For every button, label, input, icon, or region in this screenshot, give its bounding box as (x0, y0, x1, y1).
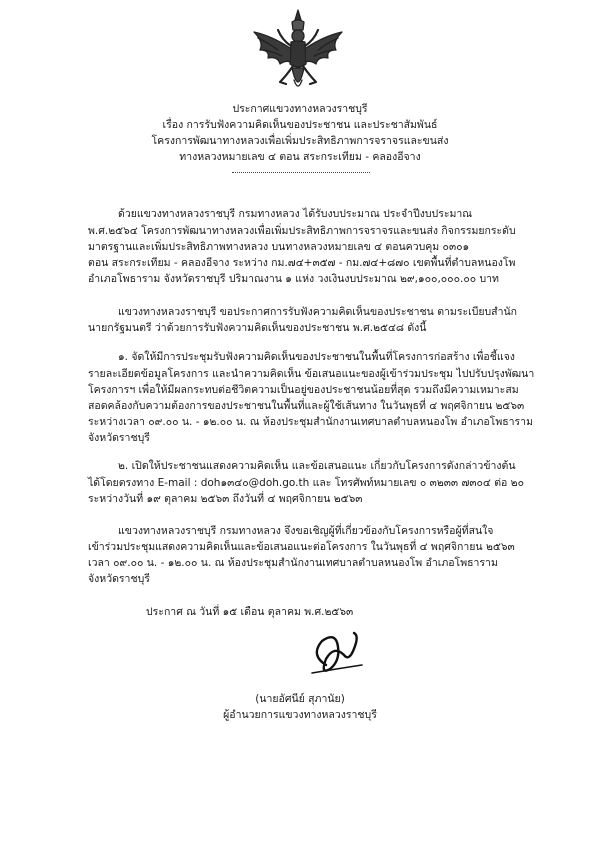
paragraph-line: เวลา ๐๙.๐๐ น. - ๑๒.๐๐ น. ณ ห้องประชุมสำนักงานเทศบาลตำบลหนองโพ อำเภอโพธาราม (88, 557, 498, 569)
paragraph-line: จังหวัดราชบุรี (88, 573, 150, 585)
route-line: ทางหลวงหมายเลข ๔ ตอน สระกระเทียม - คลองอีจาง (179, 151, 421, 163)
list-item-line: ระหว่างวันที่ ๑๙ ตุลาคม ๒๕๖๓ ถึงวันที่ ๔ พฤศจิกายน ๒๕๖๓ (88, 493, 363, 505)
garuda-emblem-icon (248, 6, 348, 98)
signature-icon (296, 625, 376, 685)
paragraph-line: เข้าร่วมประชุมแสดงความคิดเห็นและข้อเสนอแนะต่อโครงการ ในวันพุธที่ ๔ พฤศจิกายน ๒๕๖๓ (88, 541, 515, 553)
list-item-line: ระหว่างเวลา ๐๙.๐๐ น. - ๑๒.๐๐ น. ณ ห้องประชุมสำนักงานเทศบาลตำบลหนองโพ อำเภอโพธาราม (88, 416, 533, 428)
list-item-line: ๒. เปิดให้ประชาชนแสดงความคิดเห็น และข้อเสนอแนะ เกี่ยวกับโครงการดังกล่าวข้างต้น (118, 460, 516, 472)
paragraph-line: แขวงทางหลวงราชบุรี กรมทางหลวง จึงขอเชิญผู้ที่เกี่ยวข้องกับโครงการหรือผู้ที่สนใจ (118, 525, 494, 537)
list-item-line: ๑. จัดให้มีการประชุมรับฟังความคิดเห็นของประชาชนในพื้นที่โครงการก่อสร้าง เพื่อชี้แจง (118, 351, 515, 363)
subject-line: เรื่อง การรับฟังความคิดเห็นของประชาชน และประชาสัมพันธ์ (162, 119, 438, 131)
paragraph-line: พ.ศ.๒๕๖๔ โครงการพัฒนาทางหลวงเพื่อเพิ่มประสิทธิภาพการจราจรและขนส่ง กิจกรรมยกระดับ (88, 225, 516, 237)
list-item-line: โครงการฯ เพื่อให้มีผลกระทบต่อชีวิตความเป็นอยู่ของประชาชนน้อยที่สุด รวมถึงมีความเหมาะสม (88, 384, 519, 396)
signer-name: (นายอัศนีย์ สุภานัย) (255, 693, 345, 705)
announce-date: ประกาศ ณ วันที่ ๑๕ เดือน ตุลาคม พ.ศ.๒๕๖๓ (146, 606, 354, 618)
paragraph-line: มาตรฐานและเพิ่มประสิทธิภาพทางหลวง บนทางหลวงหมายเลข ๔ ตอนควบคุม ๐๓๐๑ (88, 241, 470, 253)
project-line: โครงการพัฒนาทางหลวงเพื่อเพิ่มประสิทธิภาพการจราจรและขนส่ง (151, 135, 449, 147)
list-item-line: ได้โดยตรงทาง E-mail : doh๑๓๔๐@doh.go.th และ โทรศัพท์หมายเลข ๐ ๓๒๓๓ ๗๓๐๔ ต่อ ๒๐ (88, 477, 525, 489)
paragraph-line: ด้วยแขวงทางหลวงราชบุรี กรมทางหลวง ได้รับงบประมาณ ประจำปีงบประมาณ (118, 208, 473, 220)
list-item-line: สอดคล้องกับความต้องการของประชาชนในพื้นที่และผู้ใช้เส้นทาง ในวันพุธที่ ๔ พฤศจิกายน ๒๕๖๓ (88, 400, 525, 412)
paragraph-line: อำเภอโพธาราม จังหวัดราชบุรี ปริมาณงาน ๑ แห่ง วงเงินงบประมาณ ๒๙,๑๐๐,๐๐๐.๐๐ บาท (88, 273, 499, 285)
list-item-line: จังหวัดราชบุรี (88, 432, 150, 444)
announcement-title: ประกาศแขวงทางหลวงราชบุรี (232, 103, 368, 115)
signer-position: ผู้อำนวยการแขวงทางหลวงราชบุรี (223, 709, 377, 721)
paragraph-line: นายกรัฐมนตรี ว่าด้วยการรับฟังความคิดเห็นของประชาชน พ.ศ.๒๕๔๘ ดังนี้ (88, 322, 427, 334)
paragraph-line: ตอน สระกระเทียม - คลองอีจาง ระหว่าง กม.๗๔+๓๕๗ - กม.๗๔+๘๗๐ เขตพื้นที่ตำบลหนองโพ (88, 257, 516, 269)
paragraph-line: แขวงทางหลวงราชบุรี ขอประกาศการรับฟังความคิดเห็นของประชาชน ตามระเบียบสำนัก (118, 306, 518, 318)
dotted-divider (232, 172, 370, 173)
list-item-line: รายละเอียดข้อมูลโครงการ และนำความคิดเห็น ข้อเสนอแนะของผู้เข้าร่วมประชุม ไปปรับปรุงพัฒนา (88, 368, 535, 380)
